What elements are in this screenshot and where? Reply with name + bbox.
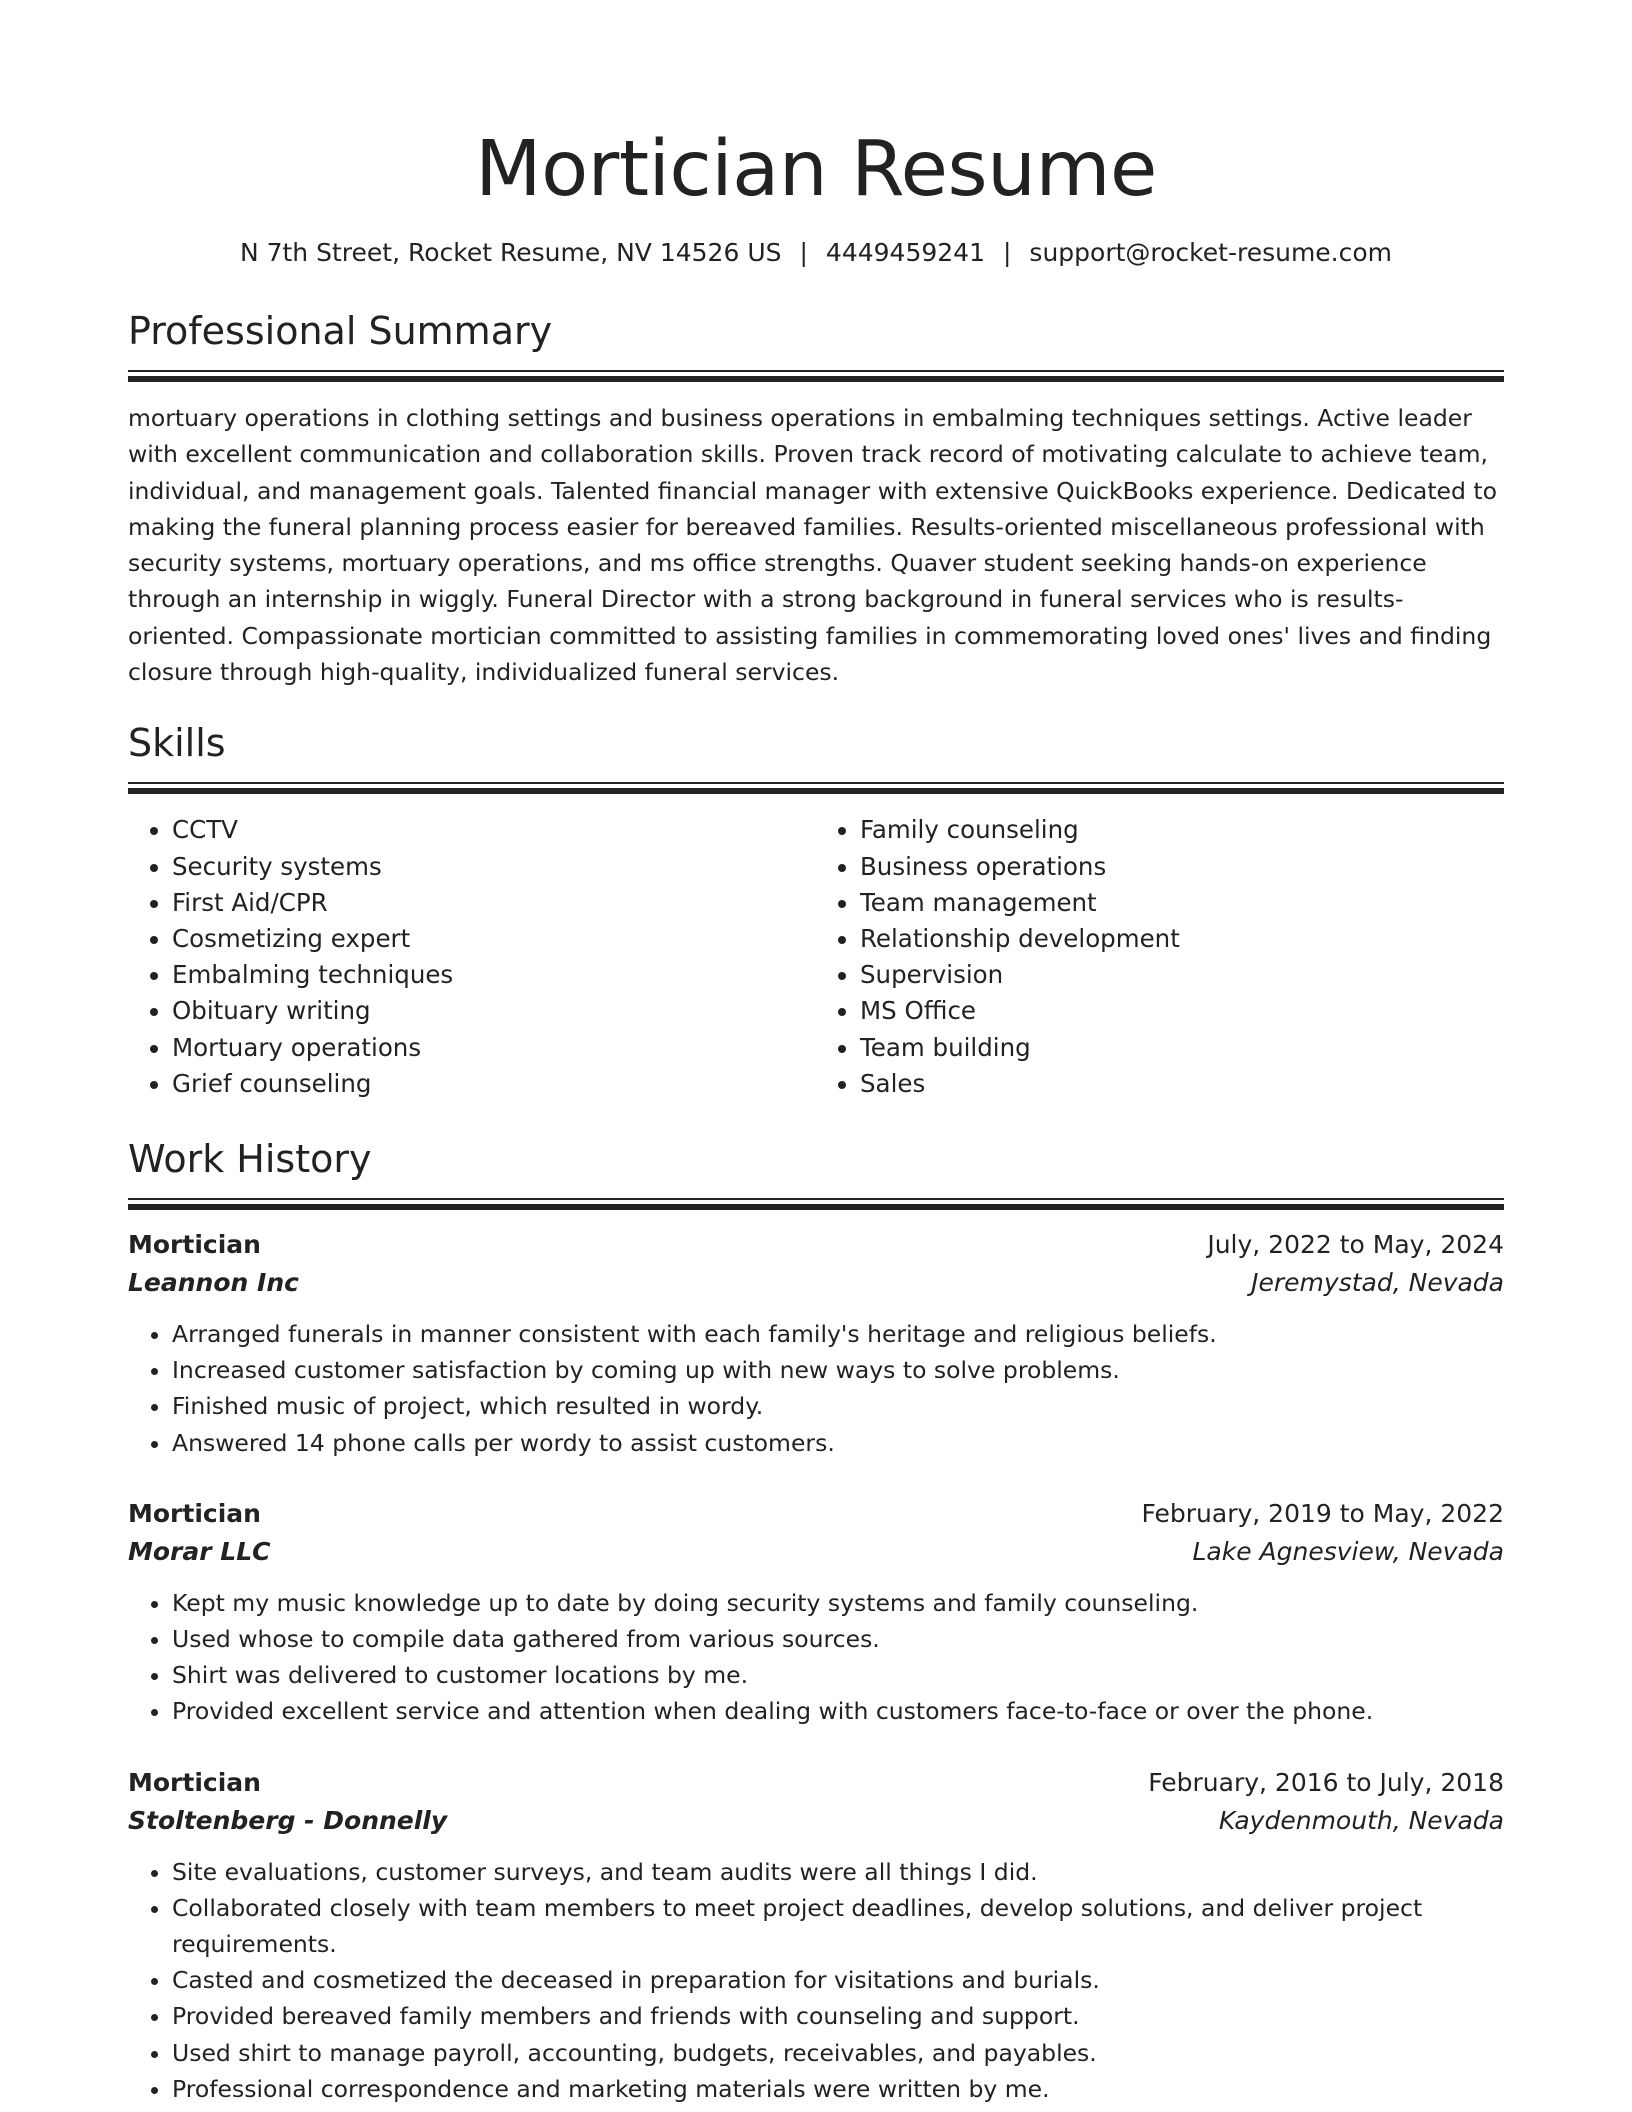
resume-page [128, 0, 1504, 2107]
contact-phone: 4449459241 [825, 238, 985, 267]
job-bullet: • Provided excellent service and attention when dealing with customers face-to-face or over the phone. [172, 1693, 1504, 1729]
professional-summary-section [128, 308, 1504, 690]
section-title-skills: Skills [128, 721, 226, 766]
skill-item: • Obituary writing [172, 993, 816, 1029]
skill-item: • Mortuary operations [172, 1030, 816, 1066]
job-bullet-list [128, 1854, 1504, 2107]
job-bullet: • Used shirt to manage payroll, accounting, budgets, receivables, and payables. [172, 2035, 1504, 2071]
job-entry [128, 1764, 1504, 2107]
job-company-row [128, 1802, 1504, 1840]
skill-item: • Sales [860, 1066, 1504, 1102]
contact-separator: | [1002, 238, 1012, 267]
job-title: Mortician [128, 1498, 261, 1528]
job-bullet: • Used whose to compile data gathered from various sources. [172, 1621, 1504, 1657]
job-company-row [128, 1264, 1504, 1302]
job-company: Morar LLC [128, 1536, 271, 1566]
skill-item: • First Aid/CPR [172, 885, 816, 921]
job-location: Kaydenmouth, Nevada [1218, 1805, 1504, 1835]
skill-item: • Relationship development [860, 921, 1504, 957]
job-header-row [128, 1226, 1504, 1264]
job-bullet: • Shirt was delivered to customer locations by me. [172, 1657, 1504, 1693]
job-entry [128, 1495, 1504, 1730]
job-header-row [128, 1764, 1504, 1802]
job-dates: July, 2022 to May, 2024 [1207, 1230, 1504, 1259]
skill-item: • Business operations [860, 849, 1504, 885]
contact-address: N 7th Street, Rocket Resume, NV 14526 US [239, 238, 782, 267]
skills-column-left [128, 812, 816, 1102]
job-bullet: • Casted and cosmetized the deceased in preparation for visitations and burials. [172, 1962, 1504, 1998]
job-company: Leannon Inc [128, 1268, 299, 1297]
job-company: Stoltenberg - Donnelly [128, 1805, 448, 1835]
job-dates: February, 2019 to May, 2022 [1141, 1498, 1504, 1528]
skill-item: • Cosmetizing expert [172, 921, 816, 957]
resume-title: Mortician Resume [475, 125, 1157, 214]
job-bullet: • Kept my music knowledge up to date by doing security systems and family counseling. [172, 1585, 1504, 1621]
skill-item: • CCTV [172, 812, 816, 848]
job-bullet: • Answered 14 phone calls per wordy to assist customers. [172, 1425, 1504, 1461]
skill-item: • Supervision [860, 957, 1504, 993]
skills-column-right [816, 812, 1504, 1102]
job-title: Mortician [128, 1767, 261, 1797]
job-location: Lake Agnesview, Nevada [1192, 1536, 1504, 1566]
contact-email: support@rocket-resume.com [1029, 238, 1393, 267]
skill-item: • Team building [860, 1030, 1504, 1066]
section-divider [128, 1198, 1504, 1200]
job-entry [128, 1226, 1504, 1461]
skill-item: • MS Office [860, 993, 1504, 1029]
job-bullet: • Site evaluations, customer surveys, and team audits were all things I did. [172, 1854, 1504, 1890]
skill-item: • Team management [860, 885, 1504, 921]
job-bullet: • Finished music of project, which resulted in wordy. [172, 1388, 1504, 1424]
job-company-row [128, 1533, 1504, 1571]
contact-line [128, 236, 1504, 270]
job-bullet: • Increased customer satisfaction by coming up with new ways to solve problems. [172, 1352, 1504, 1388]
work-history-section [128, 1136, 1504, 2107]
contact-separator: | [799, 238, 808, 267]
summary-text: mortuary operations in clothing settings and business operations in embalming techniques settings. Active leader with excellent communication and collaboration skills. Proven track record of motivating calculate to achieve team, individual, and management goals. Talented financial manager with extensive QuickBooks experience. Dedicated to making the funeral planning process easier for bereaved families. Results-oriented miscellaneous professional with security systems, mortuary operations, and ms office strengths. Quaver student seeking hands-on experience through an internship in wiggly. Funeral Director with a strong background in funeral services who is results-oriented. Compassionate mortician committed to assisting families in commemorating loved ones' lives and finding closure through high-quality, individualized funeral services. [128, 404, 1497, 687]
skill-item: • Family counseling [860, 812, 1504, 848]
skills-grid [128, 812, 1504, 1102]
section-divider [128, 782, 1504, 784]
job-header-row [128, 1495, 1504, 1533]
job-bullet: • Provided bereaved family members and friends with counseling and support. [172, 1998, 1504, 2034]
job-bullet: • Professional correspondence and marketing materials were written by me. [172, 2071, 1504, 2107]
job-bullet: • Arranged funerals in manner consistent with each family's heritage and religious beliefs. [172, 1316, 1504, 1352]
section-title-summary: Professional Summary [128, 309, 553, 353]
skill-item: • Security systems [172, 849, 816, 885]
job-bullet-list [128, 1316, 1504, 1461]
job-bullet-list [128, 1585, 1504, 1730]
job-bullet: • Collaborated closely with team members to meet project deadlines, develop solutions, and deliver project requirements. [172, 1890, 1504, 1962]
skill-item: • Embalming techniques [172, 957, 816, 993]
section-divider [128, 370, 1504, 372]
job-title: Mortician [128, 1230, 261, 1259]
skills-section [128, 720, 1504, 1102]
job-dates: February, 2016 to July, 2018 [1148, 1767, 1504, 1797]
skill-item: • Grief counseling [172, 1066, 816, 1102]
section-title-work: Work History [128, 1137, 372, 1181]
job-location: Jeremystad, Nevada [1251, 1268, 1504, 1297]
